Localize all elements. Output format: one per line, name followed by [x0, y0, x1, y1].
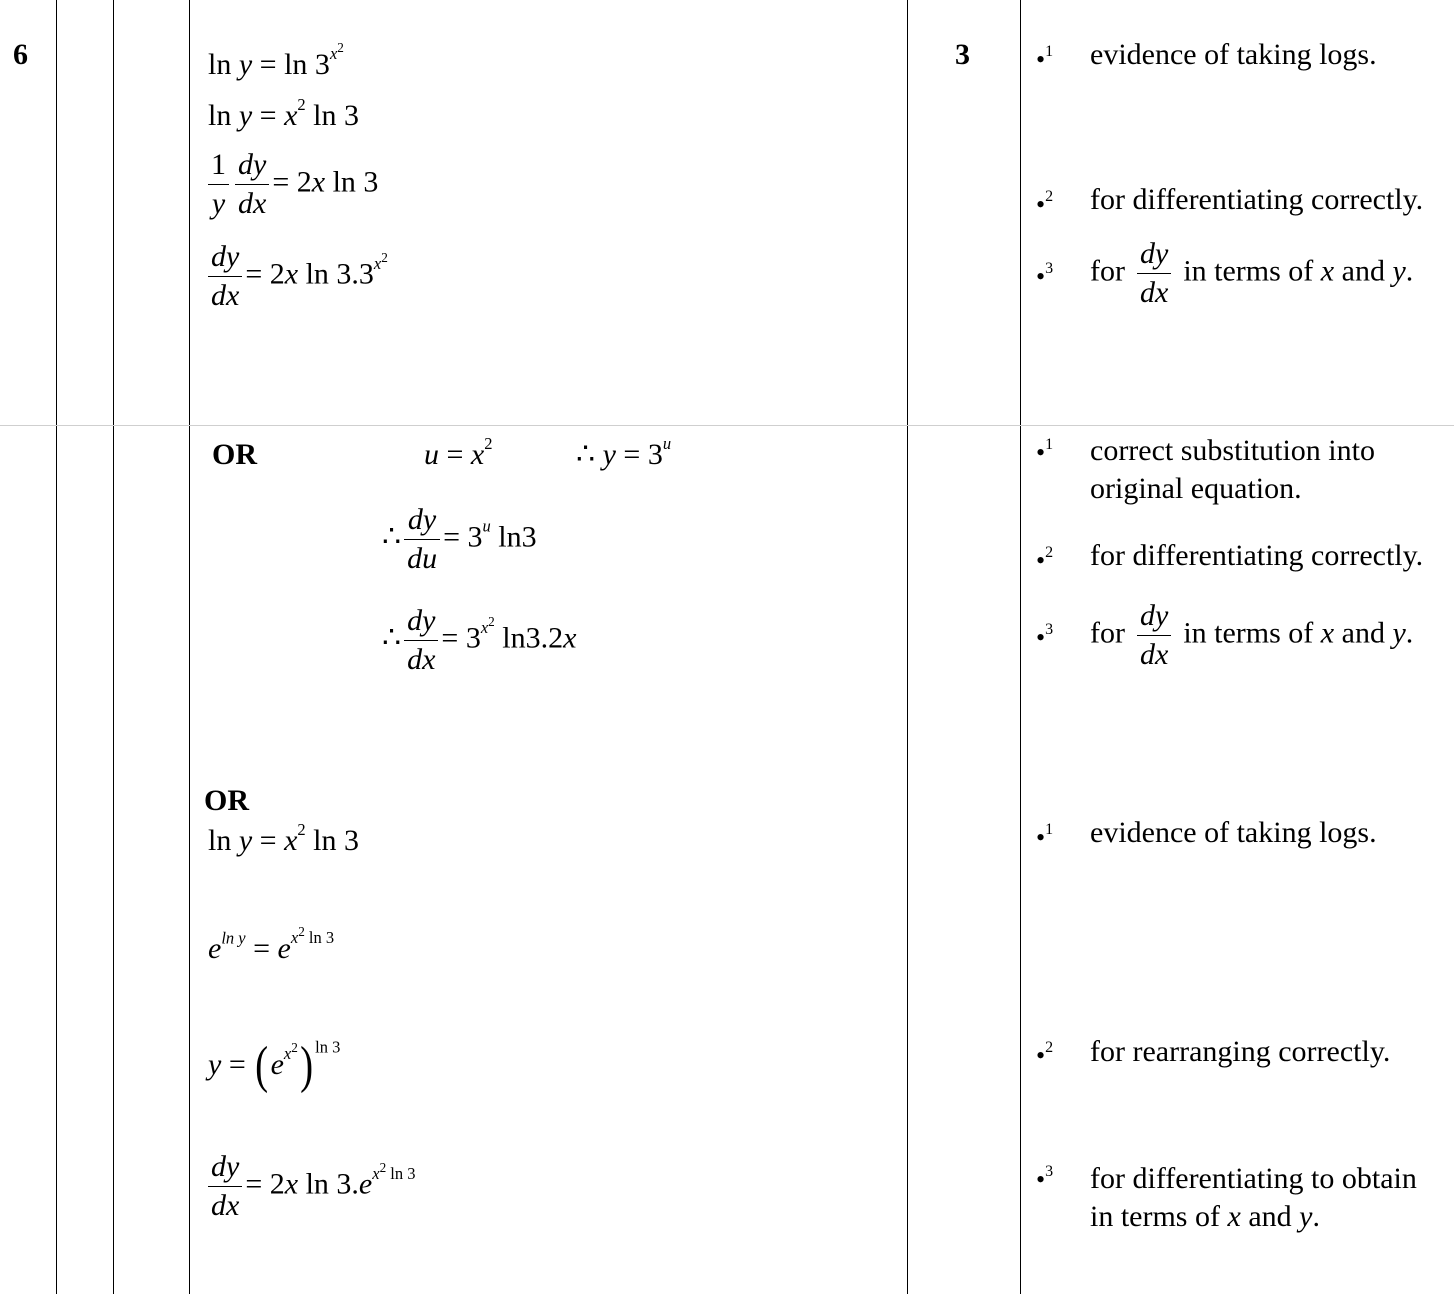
fraction: $\frac{dy}{dx}$ — [235, 148, 269, 221]
marks-value: 3 — [955, 38, 970, 71]
method2-substitution: $u = x^2$ — [424, 434, 493, 471]
or-label: OR — [212, 438, 257, 471]
method1-line4: $\frac{dy}{dx}$ = 2x $\ln 3.3^{x^2}$ — [205, 240, 388, 313]
fraction: $\frac{dy}{dx}$ — [1137, 237, 1171, 310]
criterion-text: for $\frac{dy}{dx}$ in terms of x and y. — [1090, 599, 1414, 671]
fraction: $\frac{1}{y}$ — [208, 148, 229, 221]
column-divider — [56, 0, 57, 1294]
method1-line3: $\frac{1}{y}$ $\frac{dy}{dx}$ = 2x ln 3 — [205, 148, 378, 221]
criterion-marker: •$^2$ — [1036, 1039, 1054, 1070]
criterion-marker: •$^2$ — [1036, 188, 1054, 219]
method3-line1: $\ln y = x^2$ ln 3 — [208, 820, 360, 857]
criterion-text: correct substitution into original equation. — [1090, 434, 1375, 505]
criterion-marker: •$^1$ — [1036, 821, 1054, 852]
column-divider — [189, 0, 190, 1294]
criterion-marker: •$^2$ — [1036, 544, 1054, 575]
criterion-marker: •$^3$ — [1036, 1163, 1054, 1194]
criterion-marker: •$^3$ — [1036, 621, 1054, 652]
method2-substitution-result: ∴ $y = 3^u$ — [576, 434, 672, 471]
criterion-marker: •$^3$ — [1036, 260, 1054, 291]
column-divider — [1020, 0, 1021, 1294]
criterion-text: for $\frac{dy}{dx}$ in terms of x and y. — [1090, 237, 1414, 309]
criterion-text: for differentiating correctly. — [1090, 183, 1424, 216]
fraction: $\frac{dy}{dx}$ — [208, 240, 242, 313]
criterion-marker: •$^1$ — [1036, 43, 1054, 74]
criterion-text: evidence of taking logs. — [1090, 38, 1377, 71]
method2-line2: ∴ $\frac{dy}{du}$ = $3^u$ ln3 — [382, 503, 537, 575]
fraction: $\frac{dy}{dx}$ — [1137, 599, 1171, 672]
or-label: OR — [204, 784, 249, 817]
fraction: $\frac{dy}{dx}$ — [208, 1150, 242, 1223]
criterion-text: for differentiating correctly. — [1090, 539, 1424, 572]
method3-line3: $y = (e^{x^2})$ $^{ln 3}$ — [208, 1037, 341, 1094]
method3-line4: $\frac{dy}{dx}$ = 2x $\ln 3.e^{x^2 ln 3}$ — [205, 1150, 416, 1223]
column-divider — [907, 0, 908, 1294]
method2-line3: ∴ $\frac{dy}{dx}$ = $3^{x^2}$ ln3.2x — [382, 604, 577, 676]
method1-line2: $\ln y = x^2$ ln 3 — [208, 95, 360, 132]
column-divider — [113, 0, 114, 1294]
criterion-text: for rearranging correctly. — [1090, 1035, 1391, 1068]
question-number: 6 — [13, 38, 28, 71]
method1-line1: $\ln y = \ln 3^{x^2}$ — [208, 40, 344, 82]
section-divider — [0, 425, 1454, 426]
criterion-text: for differentiating to obtain in terms of x and y. — [1090, 1162, 1417, 1233]
fraction: $\frac{dy}{dx}$ — [404, 604, 438, 677]
method3-line2: $e^{ln y} = e^{x^2 ln 3}$ — [208, 924, 335, 966]
criterion-text: evidence of taking logs. — [1090, 816, 1377, 849]
fraction: $\frac{dy}{du}$ — [404, 503, 440, 576]
criterion-marker: •$^1$ — [1036, 436, 1054, 467]
